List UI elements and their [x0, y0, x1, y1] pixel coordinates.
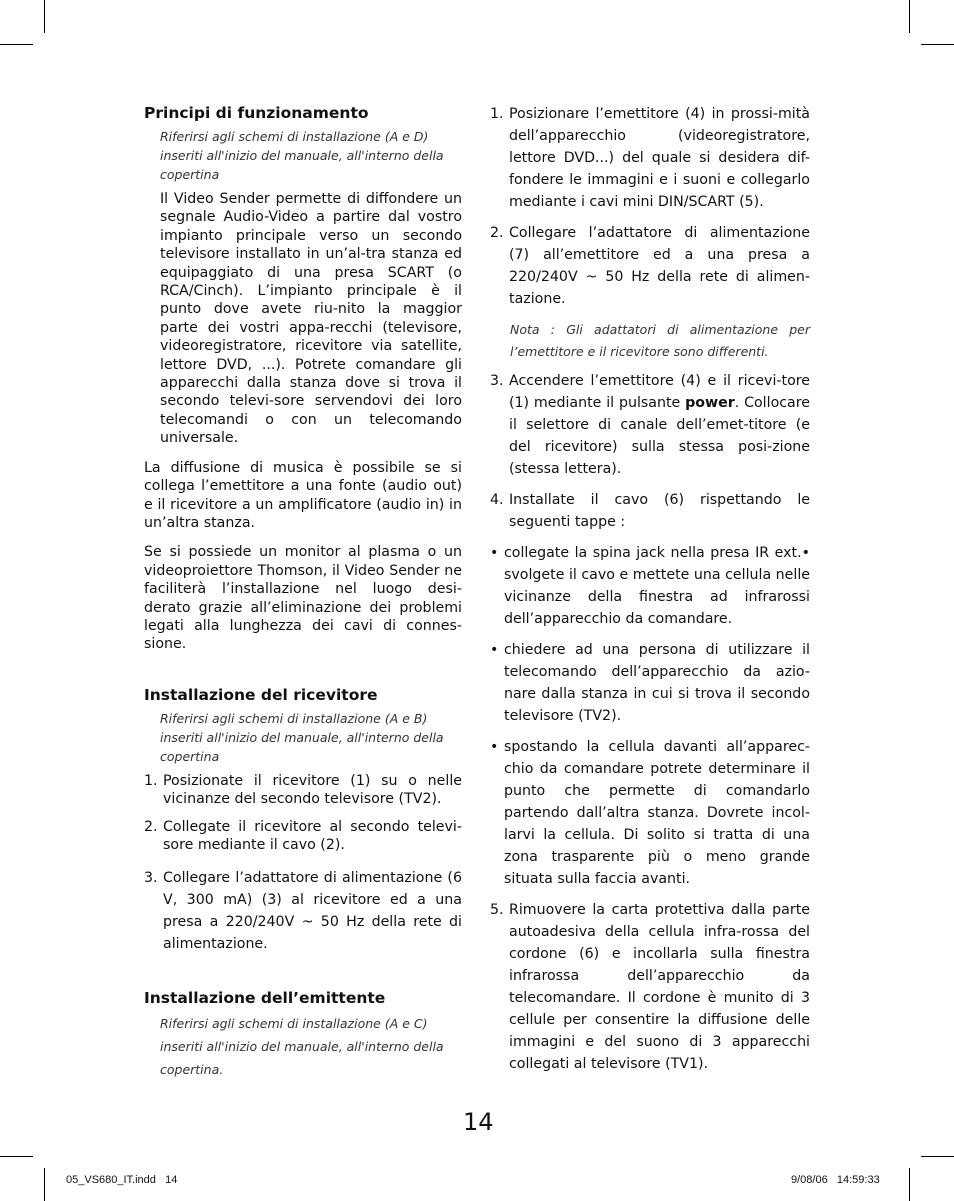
left-column [144, 103, 462, 1087]
list-text: Collegare l’adattatore di alimentazione (6 V, 300 mA) (3) al ricevitore ed a una presa a 220/240V ~ 50 Hz della rete di alimentazione. [163, 870, 462, 953]
power-button-label: power [685, 395, 735, 411]
paragraph: La diffusione di musica è possibile se si collega l’emettitore a una fonte (audio out) e il ricevitore a un amplificatore (audio in) in un’altra stanza. [144, 459, 462, 531]
list-text: Rimuovere la carta protettiva dalla parte autoadesiva della cellula infra-rossa del cordone (6) e incollarla sulla finestra infrarossa dell’apparecchio da telecomandare. Il cordone è munito di 3 cellule per consentire la diffusione delle immagini e del suono di 3 apparecchi collegati al televisore (TV1). [509, 902, 810, 1072]
section-reference-note: Riferirsi agli schemi di installazione (A e D) inseriti all'inizio del manuale, all'interno della copertina [160, 129, 444, 182]
list-item [144, 772, 462, 809]
bullet-text: collegate la spina jack nella presa IR ext.• svolgete il cavo e mettete una cellula nelle vicinanze della finestra ad infrarossi dell’apparecchio da comandare. [504, 545, 810, 627]
list-text-part: . Collocare il selettore di canale dell’emet-titore (e del ricevitore) sulla stessa posi-zione (stessa lettera). [509, 395, 810, 477]
right-column [490, 103, 810, 1084]
list-number: 3. [490, 373, 504, 389]
section-heading-principi: Principi di funzionamento [144, 104, 369, 122]
slug-filename: 05_VS680_IT.indd 14 [66, 1174, 178, 1186]
page-number: 14 [463, 1108, 494, 1136]
list-number: 1. [490, 106, 504, 122]
list-number: 2. [144, 818, 158, 835]
bullet-item [490, 736, 810, 890]
list-text: Posizionate il ricevitore (1) su o nelle vicinanze del secondo televisore (TV2). [163, 772, 462, 808]
list-text: Installate il cavo (6) rispettando le seguenti tappe : [509, 492, 810, 530]
bullet-item [490, 639, 810, 727]
bullet-icon: • [490, 739, 499, 755]
list-number: 5. [490, 902, 504, 918]
crop-mark [0, 44, 33, 45]
crop-mark [909, 1168, 910, 1201]
list-text: Collegare l’adattatore di alimentazione (7) all’emettitore ed a una presa a 220/240V ~ 50 Hz della rete di alimen-tazione. [509, 225, 810, 307]
bullet-icon: • [490, 642, 499, 658]
section-reference-note: Riferirsi agli schemi di installazione (A e B) inseriti all'inizio del manuale, all'interno della copertina [160, 710, 444, 764]
list-number: 3. [144, 870, 158, 887]
crop-mark [0, 1156, 33, 1157]
crop-mark [44, 1168, 45, 1201]
list-number: 1. [144, 772, 158, 789]
crop-mark [921, 44, 954, 45]
list-item [490, 899, 810, 1075]
list-text: Collegate il ricevitore al secondo televi-sore mediante il cavo (2). [163, 818, 462, 853]
list-item [490, 103, 810, 213]
section-reference-note: Riferirsi agli schemi di installazione (A e C) inseriti all'inizio del manuale, all'interno della copertina. [160, 1016, 444, 1078]
crop-mark [921, 1156, 954, 1157]
crop-mark [44, 0, 45, 33]
bullet-item [490, 542, 810, 630]
list-item [144, 818, 462, 855]
bullet-icon: • [490, 545, 499, 561]
section-heading-ricevitore: Installazione del ricevitore [144, 685, 378, 704]
list-text: Posizionare l’emettitore (4) in prossi-mità dell’apparecchio (videoregistratore, lettore DVD...) del quale si desidera dif-fondere le immagini e i suoni e collegarlo mediante i cavi mini DIN/SCART (5). [509, 106, 810, 210]
bullet-text: chiedere ad una persona di utilizzare il telecomando dell’apparecchio da azio-nare dalla stanza in cui si trova il secondo televisore (TV2). [504, 642, 810, 724]
list-text-part: Accendere l’emettitore (4) e il ricevi-tore (1) mediante il pulsante [509, 373, 810, 411]
list-item [490, 489, 810, 533]
bullet-text: spostando la cellula davanti all’apparec-chio da comandare potrete determinare il punto che permette di comandarlo partendo dall’altra stanza. Dovrete incol-larvi la cellula. Di solito si tratta di una zona trasparente più o meno grande situata sulla faccia avanti. [504, 739, 810, 887]
list-item [490, 222, 810, 310]
list-number: 4. [490, 492, 504, 508]
list-item [490, 370, 810, 480]
paragraph: Il Video Sender permette di diffondere un segnale Audio-Video a partire dal vostro impianto principale verso un secondo televisore installato in un’al-tra stanza ed equipaggiato di una presa SCART (o RCA/Cinch). L’impianto principale è il punto dove avete riu-nito la maggior parte dei vostri appa-recchi (televisore, videoregistratore, ricevitore via satellite, lettore DVD, ...). Potrete comandare gli apparecchi dalla stanza dove si trova il secondo televi-sore servendovi dei loro telecomandi o con un telecomando universale. [160, 191, 462, 447]
crop-mark [909, 0, 910, 33]
paragraph: Se si possiede un monitor al plasma o un videoproiettore Thomson, il Video Sender ne faciliterà l’installazione nel luogo desi-derato grazie all’eliminazione dei problemi legati alla lunghezza dei cavi di connes-sione. [144, 544, 462, 653]
list-item [144, 867, 462, 955]
slug-timestamp: 9/08/06 14:59:33 [791, 1174, 880, 1186]
note-text: Nota : Gli adattatori di alimentazione per l’emettitore e il ricevitore sono differenti. [510, 322, 810, 359]
section-heading-emittente: Installazione dell’emittente [144, 989, 386, 1008]
list-text [509, 370, 810, 480]
list-number: 2. [490, 225, 504, 241]
